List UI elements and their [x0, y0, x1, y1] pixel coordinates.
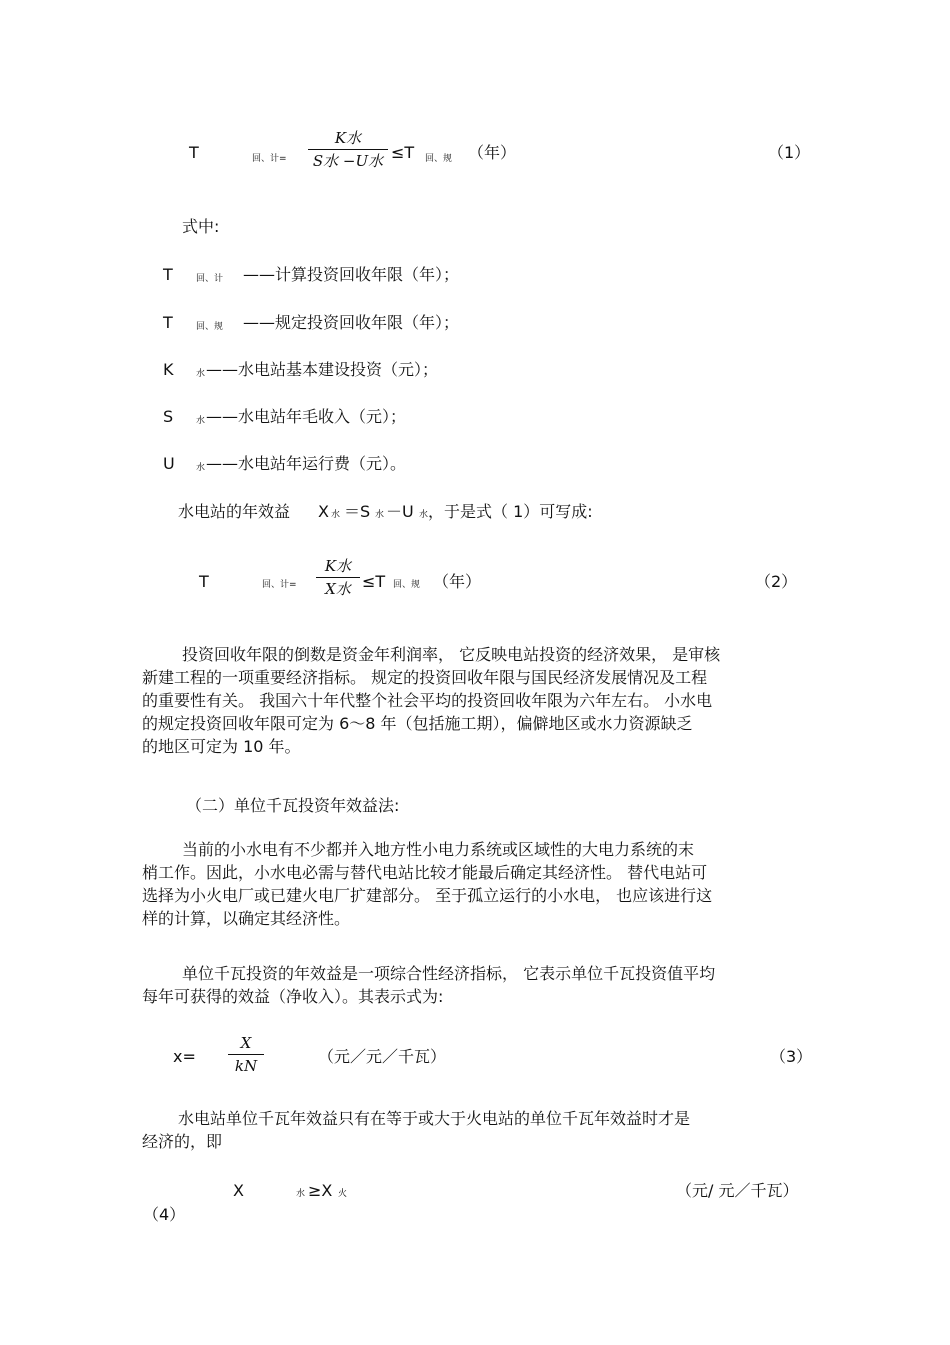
- formula4-lhs: X: [233, 1181, 244, 1200]
- paragraph-line: 每年可获得的效益（净收入）。其表示式为:: [142, 987, 444, 1006]
- formula1-lhs-symbol: T: [189, 143, 199, 162]
- definition-symbol: T: [163, 313, 173, 332]
- paragraph-line: 水电站单位千瓦年效益只有在等于或大于火电站的单位千瓦年效益时才是: [178, 1109, 691, 1128]
- formula3-numerator: X: [240, 1034, 252, 1052]
- definition-symbol: K: [163, 360, 174, 379]
- definition-sub: 水: [196, 463, 206, 473]
- paragraph-line: 当前的小水电有不少都并入地方性小电力系统或区域性的大电力系统的末: [182, 840, 695, 859]
- formula2-lhs-sub: 回、计=: [262, 580, 297, 590]
- paragraph-line: 的重要性有关。 我国六十年代整个社会平均的投资回收年限为六年左右。 小水电: [142, 691, 713, 710]
- formula1-numerator: K水: [334, 129, 362, 147]
- formula1-rhs-sub: 回、规: [425, 154, 453, 164]
- definition-symbol: S: [163, 407, 174, 426]
- formula1-relation: ≤T: [391, 143, 415, 162]
- paragraph-unit-kw: [142, 962, 715, 1008]
- paragraph-line: 经济的，即: [142, 1132, 223, 1151]
- formula2-rhs-sub: 回、规: [393, 580, 421, 590]
- section-heading: （二）单位千瓦投资年效益法:: [186, 796, 400, 815]
- formula4-relation: ≥X: [308, 1181, 333, 1200]
- paragraph-line: 梢工作。因此，小水电必需与替代电站比较才能最后确定其经济性。 替代电站可: [142, 863, 708, 882]
- paragraph-line: 新建工程的一项重要经济指标。 规定的投资回收年限与国民经济发展情况及工程: [142, 668, 708, 687]
- paragraph-line: 选择为小火电厂或已建火电厂扩建部分。 至于孤立运行的小水电， 也应该进行这: [142, 886, 713, 905]
- formula4-number: （4）: [143, 1205, 186, 1224]
- definition-sub: 回、规: [196, 322, 224, 332]
- fraction-bar: [308, 149, 388, 150]
- definition-sub: 水: [196, 369, 206, 379]
- formula3-number: （3）: [770, 1047, 813, 1066]
- definition-text: ——水电站年运行费（元）。: [206, 454, 407, 473]
- paragraph-payback: [142, 643, 720, 758]
- paragraph-line: 样的计算，以确定其经济性。: [142, 909, 351, 928]
- formula3-lhs: x=: [173, 1047, 196, 1066]
- paragraph-economic-condition: [142, 1107, 690, 1153]
- definition-text: ——规定投资回收年限（年）；: [243, 313, 460, 332]
- where-label: 式中:: [182, 217, 220, 236]
- formula1-unit: （年）: [468, 143, 517, 162]
- formula4-rhs-sub: 火: [338, 1189, 348, 1199]
- definition-sub: 回、计: [196, 274, 224, 284]
- formula1-denominator: S水 −U水: [312, 152, 384, 170]
- paragraph-small-hydro: [142, 838, 712, 930]
- formula3-fraction: [228, 1033, 264, 1076]
- sentence-s-sub: 水: [375, 510, 385, 520]
- paragraph-line: 的规定投资回收年限可定为 6～8 年（包括施工期），偏僻地区或水力资源缺乏: [142, 714, 693, 733]
- paragraph-line: 投资回收年限的倒数是资金年利润率， 它反映电站投资的经济效果， 是审核: [182, 645, 721, 664]
- formula4-lhs-sub: 水: [296, 1189, 306, 1199]
- formula1-number: （1）: [768, 143, 811, 162]
- formula2-number: （2）: [755, 572, 798, 591]
- sentence-x: X: [318, 502, 329, 521]
- sentence-u-sub: 水: [419, 510, 429, 520]
- formula2-lhs-symbol: T: [199, 572, 209, 591]
- formula2-unit: （年）: [433, 572, 482, 591]
- sentence-minus: －U: [386, 502, 414, 521]
- sentence-eq: ＝S: [344, 502, 371, 521]
- sentence-lead: 水电站的年效益: [178, 502, 291, 521]
- fraction-bar: [228, 1054, 264, 1055]
- definition-text: ——水电站年毛收入（元）；: [206, 407, 407, 426]
- definition-text: ——水电站基本建设投资（元）；: [206, 360, 439, 379]
- fraction-bar: [316, 577, 360, 578]
- formula4-unit: （元/ 元／千瓦）: [676, 1181, 799, 1200]
- formula3-denominator: kN: [234, 1057, 258, 1075]
- formula1-lhs-sub: 回、计=: [252, 154, 287, 164]
- definition-symbol: U: [163, 454, 175, 473]
- formula2-numerator: K水: [324, 557, 352, 575]
- definition-sub: 水: [196, 416, 206, 426]
- sentence-tail: ，于是式（ 1）可写成:: [428, 502, 593, 521]
- formula2-relation: ≤T: [362, 572, 386, 591]
- formula2-fraction: [316, 556, 360, 599]
- paragraph-line: 的地区可定为 10 年。: [142, 737, 301, 756]
- definition-symbol: T: [163, 265, 173, 284]
- formula1-fraction: [308, 128, 388, 171]
- paragraph-line: 单位千瓦投资的年效益是一项综合性经济指标， 它表示单位千瓦投资值平均: [182, 964, 716, 983]
- sentence-x-sub: 水: [331, 510, 341, 520]
- formula3-unit: （元／元／千瓦）: [318, 1047, 447, 1066]
- definition-text: ——计算投资回收年限（年）；: [243, 265, 460, 284]
- formula2-denominator: X水: [325, 580, 351, 598]
